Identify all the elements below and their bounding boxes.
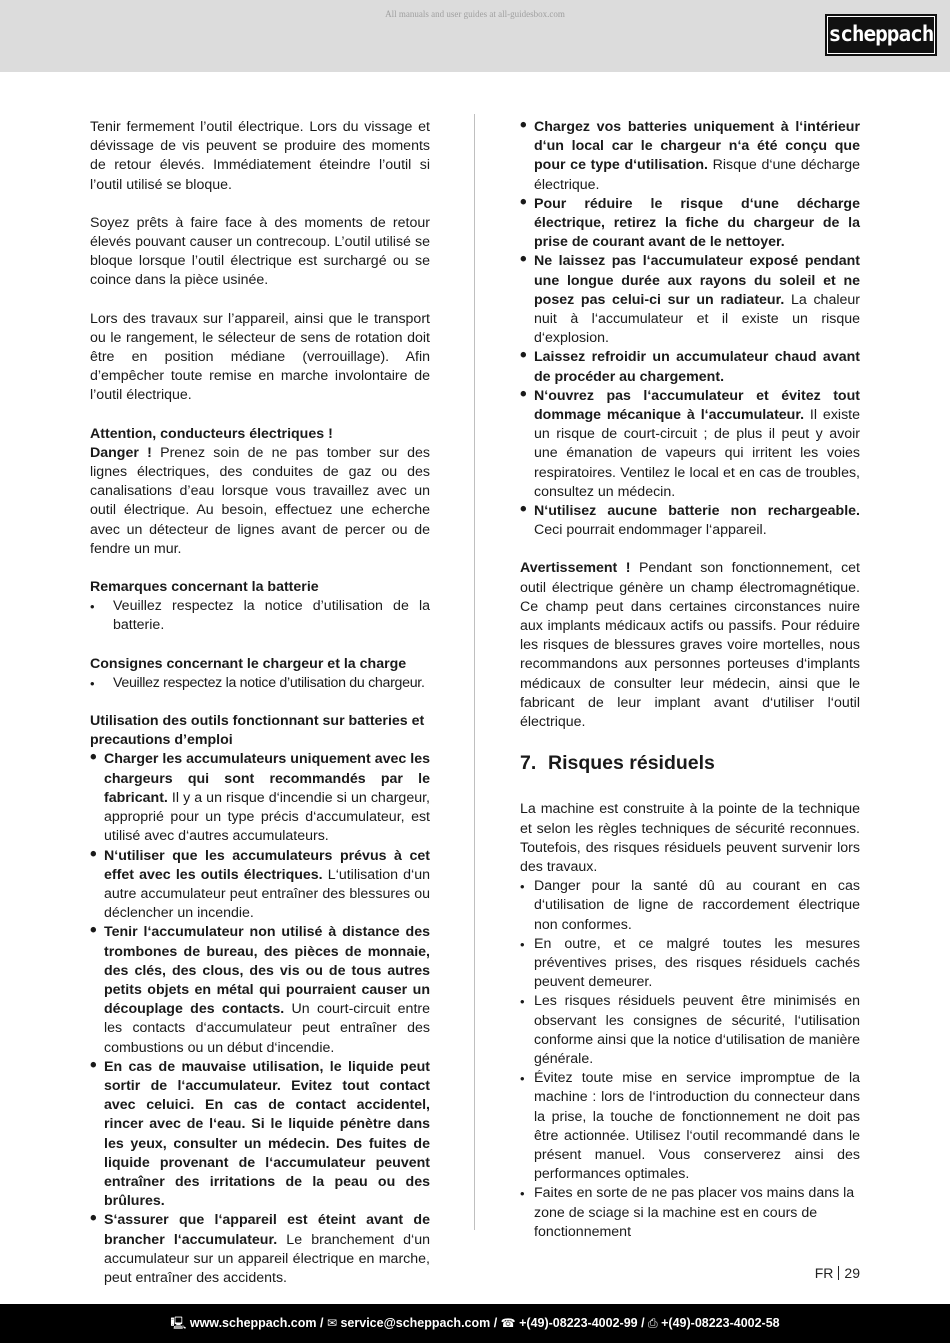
footer-separator: /: [490, 1316, 501, 1330]
fax-icon: ⎙: [648, 1316, 658, 1330]
scheppach-logo: scheppach: [825, 14, 937, 56]
charger-list: [90, 674, 430, 693]
list-item: [520, 195, 860, 253]
item-bold: N‘ouvrez pas l‘accumulateur et évitez tout dommage mécanique à l‘accumulateur.: [534, 387, 860, 424]
list-item: [520, 118, 860, 195]
list-item: [90, 923, 430, 1057]
charger-heading: Consignes concernant le chargeur et la charge: [90, 655, 407, 672]
usage-heading: Utilisation des outils fonctionnant sur batteries et precautions d’emploi: [90, 713, 425, 749]
usage-list: [90, 750, 430, 1288]
item-bold: Laissez refroidir un accumulateur chaud avant de procéder au chargement.: [534, 349, 860, 385]
item-bold: S‘assurer que l‘appareil est éteint avant de brancher l‘accumulateur.: [104, 1212, 430, 1248]
left-column: [90, 118, 430, 1288]
page-footer: [0, 1304, 950, 1343]
battery-list: [90, 597, 430, 635]
list-item: [90, 1211, 430, 1288]
list-item: [90, 847, 430, 924]
right-column: [520, 118, 860, 1242]
list-item: [90, 1058, 430, 1212]
danger-paragraph: [90, 444, 430, 559]
footer-fax: +(49)-08223-4002-58: [661, 1316, 780, 1330]
warning-label: Avertissement !: [520, 560, 631, 577]
list-item: • En outre, et ce malgré toutes les mesures préventives prises, des risques résiduels cachés peuvent demeurer.: [520, 935, 860, 993]
list-item: • Veuillez respectez la notice d’utilisation de la batterie.: [90, 597, 430, 635]
item-bold: N‘utilisez aucune batterie non rechargeable.: [534, 503, 860, 520]
column-divider: [474, 114, 475, 1230]
list-item: • Les risques résiduels peuvent être minimisés en observant les consignes de sécurité, l‘utilisation conforme ainsi que la notice d‘utilisation de manière générale.: [520, 992, 860, 1069]
phone-icon: ☎: [500, 1316, 516, 1330]
warning-paragraph: [520, 559, 860, 732]
section-heading: [520, 751, 860, 775]
item-bold: N‘utiliser que les accumulateurs prévus à cet effet avec les outils électriques.: [104, 847, 430, 883]
item-text: Il existe un risque de court-circuit ; de plus il peut y avoir une émanation de vapeurs qui irritent les voies respiratoires. Ventilez le local et en cas de troubles, consultez un médecin.: [534, 407, 860, 500]
residual-intro: La machine est construite à la pointe de la technique et selon les règles techniques de sécurité reconnues. Toutefois, des risques résiduels peuvent survenir lors des travaux.: [520, 801, 860, 875]
page-number: [815, 1265, 860, 1281]
item-bold: Pour réduire le risque d‘une décharge électrique, retirez la fiche du chargeur de la prise de courant avant de le nettoyer.: [534, 195, 860, 251]
item-text: Le branchement d‘un accumulateur sur un appareil électrique en marche, peut entraîner des accidents.: [104, 1231, 430, 1286]
item-bold: Chargez vos batteries uniquement à l‘intérieur d‘un local car le chargeur n‘a été conçu que pour ce type d‘utilisation.: [534, 119, 860, 174]
danger-label: Danger !: [90, 444, 152, 461]
residual-list: [520, 877, 860, 1242]
footer-email: service@scheppach.com: [340, 1316, 491, 1330]
footer-phone: +(49)-08223-4002-99: [519, 1316, 638, 1330]
item-text: L‘utilisation d‘un autre accumulateur peut entraîner des blessures ou déclencher un incendie.: [104, 866, 430, 922]
page-lang: FR: [814, 1265, 834, 1281]
warning-text: Pendant son fonctionnement, cet outil électrique génère un champ électromagnétique. Ce champ peut dans certaines circonstances nuire aux implants médicaux actifs ou passifs. Pour réduire les risques de blessures graves voire mortelles, nous recommandons aux personnes porteuses d‘implants médicaux de consulter leur médecin, ainsi que le fabricant de leur implant avant d‘utiliser l‘outil électrique.: [520, 560, 860, 731]
item-text: Un court-circuit entre les contacts d‘accumulateur peut entraîner des combustions ou un début d‘incendie.: [104, 1001, 431, 1056]
list-item: • Danger pour la santé dû au courant en cas d‘utilisation de ligne de raccordement électrique non conformes.: [520, 877, 860, 935]
page-number-separator: [838, 1266, 839, 1280]
list-item: • Veuillez respectez la notice d’utilisation du chargeur.: [90, 674, 430, 693]
section-number: 7.: [520, 752, 537, 775]
list-item: • Faites en sorte de ne pas placer vos mains dans la zone de sciage si la machine est en cours de fonctionnement: [520, 1184, 860, 1242]
item-bold: Ne laissez pas l‘accumulateur exposé pendant une longue durée aux rayons du soleil et ne posez pas celui-ci sur un radiateur.: [534, 253, 860, 308]
list-item: [520, 502, 860, 540]
charging-list: [520, 118, 860, 540]
item-bold: Tenir l‘accumulateur non utilisé à distance des trombones de bureau, des pièces de monnaie, des clés, des clous, des vis ou de tous autres petits objets en métal qui pourraient causer un découplage des contacts.: [104, 924, 430, 1018]
email-icon: ✉: [326, 1316, 337, 1330]
attention-heading: Attention, conducteurs électriques !: [90, 425, 333, 442]
item-text: Risque d‘une décharge électrique.: [534, 157, 860, 193]
section-title: Risques résiduels: [548, 752, 715, 775]
computer-icon: 🖳: [170, 1316, 187, 1330]
list-item: • Évitez toute mise en service impromptue de la machine : lors de l‘introduction du connecteur dans la prise, la touche de fonctionnement ne doit pas être actionnée. Utilisez l‘outil recommandé dans le présent manuel. Vous conserverez ainsi des performances optimales.: [520, 1069, 860, 1184]
paragraph: Tenir fermement l’outil électrique. Lors du vissage et dévissage de vis peuvent se produire des moments de retour élevés. Immédiatement éteindre l’outil si l’outil utilisé se bloque.: [90, 119, 430, 193]
list-item: [520, 252, 860, 348]
paragraph: Soyez prêts à faire face à des moments de retour élevés pouvant causer un contrecoup. L’outil utilisé se bloque lorsque l’outil électrique est surchargé ou se coince dans la pièce usinée.: [90, 214, 430, 289]
watermark-text: All manuals and user guides at all-guidesbox.com: [385, 9, 565, 19]
paragraph: Lors des travaux sur l’appareil, ainsi que le transport ou le rangement, le sélecteur de sens de rotation doit être en position médiane (verrouillage). Afin d’empêcher toute remise en marche involontaire de l’outil électrique.: [90, 310, 430, 404]
battery-heading: Remarques concernant la batterie: [90, 579, 319, 596]
item-text: La chaleur nuit à l‘accumulateur et il existe un risque d‘explosion.: [534, 291, 860, 347]
list-item: [520, 387, 860, 502]
item-text: Il y a un risque d‘incendie si un chargeur, approprié pour un type précis d‘accumulateur, est utilisé avec d‘autres accumulateurs.: [104, 789, 430, 845]
item-bold: En cas de mauvaise utilisation, le liquide peut sortir de l‘accumulateur. Evitez tout contact avec celuici. En cas de contact accidentel, rincer avec de l‘eau. Si le liquide pénètre dans les yeux, consulter un médecin. Des fuites de liquide provenant de l‘accumulateur peuvent entraîner des irritations de la peau ou des brûlures.: [104, 1058, 430, 1210]
item-bold: Charger les accumulateurs uniquement avec les chargeurs qui sont recommandés par le fabricant.: [104, 751, 430, 806]
footer-separator: /: [316, 1316, 327, 1330]
item-text: Ceci pourrait endommager l‘appareil.: [534, 522, 767, 539]
footer-separator: /: [637, 1316, 649, 1330]
page-header: [0, 0, 950, 72]
list-item: [520, 348, 860, 386]
list-item: [90, 750, 430, 846]
page-number-value: 29: [844, 1265, 860, 1281]
footer-web: www.scheppach.com: [189, 1316, 317, 1330]
danger-text: Prenez soin de ne pas tomber sur des lignes électriques, des conduites de gaz ou des canalisations d’eau lorsque vous travaillez avec un outil électrique. Au besoin, effectuez une echerche avec un détecteur de lignes avant de percer ou de fendre un mur.: [90, 444, 430, 557]
